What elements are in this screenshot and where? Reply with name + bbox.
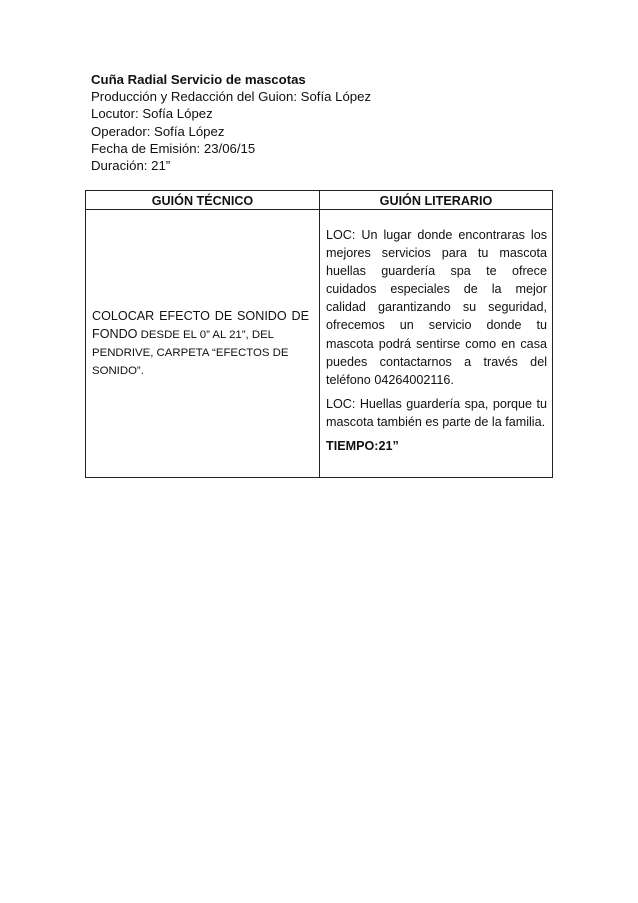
tiempo-label: TIEMPO:21” bbox=[326, 439, 399, 454]
guion-literario-cell bbox=[320, 210, 553, 478]
document-title: Cuña Radial Servicio de mascotas bbox=[91, 72, 306, 87]
credit-operator: Operador: Sofía López bbox=[91, 123, 225, 139]
duration: Duración: 21” bbox=[91, 158, 171, 174]
script-table bbox=[85, 190, 553, 478]
table-row bbox=[86, 210, 553, 478]
tecnico-line-2 bbox=[92, 325, 309, 344]
credit-announcer: Locutor: Sofía López bbox=[91, 106, 213, 122]
guion-tecnico-cell bbox=[86, 210, 320, 478]
header-guion-literario: GUIÓN LITERARIO bbox=[320, 191, 553, 210]
credit-production: Producción y Redacción del Guion: Sofía López bbox=[91, 89, 372, 105]
script-header bbox=[91, 71, 551, 174]
literario-paragraph-2: LOC: Huellas guardería spa, porque tu mascota también es parte de la familia. bbox=[326, 396, 547, 429]
tecnico-rest: PENDRIVE, CARPETA “EFECTOS DE SONIDO”. bbox=[92, 347, 289, 377]
tecnico-line-2-start: FONDO bbox=[92, 327, 138, 341]
header-guion-tecnico: GUIÓN TÉCNICO bbox=[86, 191, 320, 210]
literario-paragraph-1: LOC: Un lugar donde encontraras los mejores servicios para tu mascota huellas guardería spa te ofrece cuidados especiales de la mejor calidad garantizando su seguridad, ofrecemos un servicio donde tu mascota podrá sentirse como en casa puedes contactarnos a través del teléfono 04264002116. bbox=[326, 228, 547, 387]
tecnico-line-1: COLOCAR EFECTO DE SONIDO DE bbox=[92, 309, 309, 323]
table-header-row bbox=[86, 191, 553, 210]
tecnico-line-2-end: DESDE EL 0” AL 21”, DEL bbox=[137, 329, 275, 341]
broadcast-date: Fecha de Emisión: 23/06/15 bbox=[91, 140, 256, 156]
